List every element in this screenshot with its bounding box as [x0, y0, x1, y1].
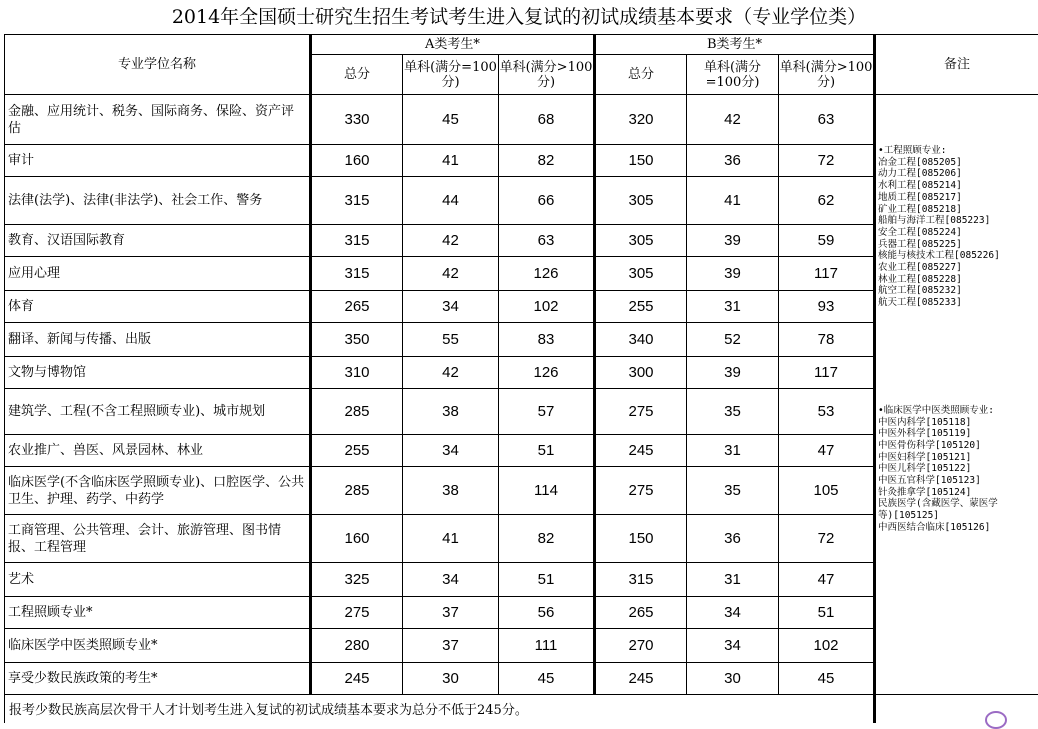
score-b-single-gt100: 102 [779, 629, 875, 663]
score-a-total: 160 [311, 515, 403, 563]
score-a-total: 330 [311, 95, 403, 145]
score-b-single-gt100: 105 [779, 467, 875, 515]
remark-line: 林业工程[085228] [878, 274, 1036, 286]
score-a-single-gt100: 114 [499, 467, 595, 515]
score-b-single100: 34 [687, 597, 779, 629]
score-a-single-gt100: 126 [499, 357, 595, 389]
score-a-single100: 34 [403, 435, 499, 467]
header-b-single100: 单科(满分=100分) [687, 55, 779, 95]
row-name: 农业推广、兽医、风景园林、林业 [5, 435, 311, 467]
remark-line: 动力工程[085206] [878, 168, 1036, 180]
score-b-single100: 35 [687, 389, 779, 435]
header-a-total: 总分 [311, 55, 403, 95]
score-a-single-gt100: 57 [499, 389, 595, 435]
score-a-single-gt100: 56 [499, 597, 595, 629]
remark-line: 水利工程[085214] [878, 180, 1036, 192]
score-b-total: 305 [595, 225, 687, 257]
score-b-total: 320 [595, 95, 687, 145]
score-b-single-gt100: 47 [779, 563, 875, 597]
score-a-single-gt100: 51 [499, 563, 595, 597]
score-b-total: 305 [595, 177, 687, 225]
score-a-single100: 30 [403, 663, 499, 695]
header-a-single100: 单科(满分=100分) [403, 55, 499, 95]
remark-medicine-list [878, 405, 1036, 534]
score-b-single-gt100: 51 [779, 597, 875, 629]
remark-line: •临床医学中医类照顾专业: [878, 405, 1036, 417]
remark-line: 中医外科学[105119] [878, 428, 1036, 440]
remark-line: 民族医学(含藏医学、蒙医学 [878, 498, 1036, 510]
score-b-total: 270 [595, 629, 687, 663]
score-a-single100: 55 [403, 323, 499, 357]
row-name: 文物与博物馆 [5, 357, 311, 389]
score-b-single-gt100: 63 [779, 95, 875, 145]
score-b-single-gt100: 78 [779, 323, 875, 357]
row-name: 教育、汉语国际教育 [5, 225, 311, 257]
score-a-total: 285 [311, 467, 403, 515]
score-b-single100: 35 [687, 467, 779, 515]
score-a-single100: 38 [403, 389, 499, 435]
score-a-single-gt100: 102 [499, 291, 595, 323]
row-name: 工商管理、公共管理、会计、旅游管理、图书情报、工程管理 [5, 515, 311, 563]
score-a-single-gt100: 51 [499, 435, 595, 467]
row-name: 应用心理 [5, 257, 311, 291]
score-a-single100: 41 [403, 145, 499, 177]
remark-engineering-list [878, 145, 1036, 309]
header-group-a: A类考生* [311, 35, 595, 55]
score-b-single100: 39 [687, 357, 779, 389]
score-a-single-gt100: 82 [499, 145, 595, 177]
score-b-total: 255 [595, 291, 687, 323]
remark-line: 冶金工程[085205] [878, 157, 1036, 169]
remark-cell [875, 95, 1038, 695]
row-name: 艺术 [5, 563, 311, 597]
header-b-total: 总分 [595, 55, 687, 95]
score-a-single100: 37 [403, 597, 499, 629]
remark-line: 农业工程[085227] [878, 262, 1036, 274]
remark-line: 中医内科学[105118] [878, 417, 1036, 429]
score-a-single-gt100: 126 [499, 257, 595, 291]
remark-line: 中医妇科学[105121] [878, 452, 1036, 464]
score-a-total: 275 [311, 597, 403, 629]
score-b-single-gt100: 93 [779, 291, 875, 323]
score-a-single-gt100: 82 [499, 515, 595, 563]
score-b-single-gt100: 72 [779, 515, 875, 563]
row-name: 建筑学、工程(不含工程照顾专业)、城市规划 [5, 389, 311, 435]
score-b-single100: 42 [687, 95, 779, 145]
decorative-ring [985, 711, 1007, 729]
score-b-single-gt100: 117 [779, 257, 875, 291]
score-a-total: 315 [311, 177, 403, 225]
remark-line: 航空工程[085232] [878, 285, 1036, 297]
score-table [4, 34, 1038, 723]
score-b-single100: 41 [687, 177, 779, 225]
score-b-single-gt100: 59 [779, 225, 875, 257]
score-b-total: 245 [595, 435, 687, 467]
score-a-single-gt100: 45 [499, 663, 595, 695]
score-b-total: 245 [595, 663, 687, 695]
score-b-single100: 31 [687, 563, 779, 597]
remark-line: 安全工程[085224] [878, 227, 1036, 239]
row-name: 工程照顾专业* [5, 597, 311, 629]
remark-line: 等)[105125] [878, 510, 1036, 522]
score-b-single-gt100: 62 [779, 177, 875, 225]
score-a-total: 245 [311, 663, 403, 695]
score-a-single-gt100: 66 [499, 177, 595, 225]
remark-line: 针灸推拿学[105124] [878, 487, 1036, 499]
score-a-single-gt100: 63 [499, 225, 595, 257]
score-a-single100: 38 [403, 467, 499, 515]
remark-line: 船舶与海洋工程[085223] [878, 215, 1036, 227]
score-b-total: 150 [595, 145, 687, 177]
score-a-single100: 44 [403, 177, 499, 225]
score-a-single-gt100: 83 [499, 323, 595, 357]
score-a-single100: 45 [403, 95, 499, 145]
score-a-single100: 34 [403, 563, 499, 597]
score-b-total: 275 [595, 467, 687, 515]
score-b-single-gt100: 72 [779, 145, 875, 177]
row-name: 翻译、新闻与传播、出版 [5, 323, 311, 357]
score-b-single-gt100: 47 [779, 435, 875, 467]
header-remark: 备注 [875, 35, 1038, 95]
score-a-single100: 42 [403, 225, 499, 257]
score-a-single100: 41 [403, 515, 499, 563]
score-b-total: 305 [595, 257, 687, 291]
score-b-single100: 31 [687, 291, 779, 323]
score-b-single-gt100: 117 [779, 357, 875, 389]
score-b-total: 265 [595, 597, 687, 629]
score-b-total: 340 [595, 323, 687, 357]
remark-line: 矿业工程[085218] [878, 204, 1036, 216]
score-b-single-gt100: 45 [779, 663, 875, 695]
remark-line: 中医骨伤科学[105120] [878, 440, 1036, 452]
remark-line: 地质工程[085217] [878, 192, 1036, 204]
footnote: 报考少数民族高层次骨干人才计划考生进入复试的初试成绩基本要求为总分不低于245分。 [5, 695, 875, 723]
remark-line: 航天工程[085233] [878, 297, 1036, 309]
score-a-single-gt100: 111 [499, 629, 595, 663]
score-b-single100: 36 [687, 145, 779, 177]
row-name: 享受少数民族政策的考生* [5, 663, 311, 695]
score-a-total: 265 [311, 291, 403, 323]
page-title: 2014年全国硕士研究生招生考试考生进入复试的初试成绩基本要求（专业学位类） [0, 0, 1038, 34]
score-b-single100: 52 [687, 323, 779, 357]
score-a-single100: 42 [403, 257, 499, 291]
score-a-total: 280 [311, 629, 403, 663]
score-b-total: 150 [595, 515, 687, 563]
score-a-total: 285 [311, 389, 403, 435]
row-name: 体育 [5, 291, 311, 323]
remark-line: 中医五官科学[105123] [878, 475, 1036, 487]
score-a-single100: 37 [403, 629, 499, 663]
score-b-total: 300 [595, 357, 687, 389]
score-a-total: 160 [311, 145, 403, 177]
row-name: 金融、应用统计、税务、国际商务、保险、资产评估 [5, 95, 311, 145]
header-group-b: B类考生* [595, 35, 875, 55]
score-b-single100: 39 [687, 225, 779, 257]
score-a-total: 310 [311, 357, 403, 389]
score-b-single100: 39 [687, 257, 779, 291]
score-b-single100: 30 [687, 663, 779, 695]
remark-line: 中医儿科学[105122] [878, 463, 1036, 475]
row-name: 临床医学中医类照顾专业* [5, 629, 311, 663]
score-a-total: 315 [311, 225, 403, 257]
score-a-total: 255 [311, 435, 403, 467]
header-a-single-gt100: 单科(满分>100分) [499, 55, 595, 95]
remark-line: •工程照顾专业: [878, 145, 1036, 157]
score-a-total: 315 [311, 257, 403, 291]
remark-line: 中西医结合临床[105126] [878, 522, 1036, 534]
score-b-single100: 36 [687, 515, 779, 563]
table-row [5, 95, 1038, 145]
score-a-single100: 34 [403, 291, 499, 323]
row-name: 临床医学(不含临床医学照顾专业)、口腔医学、公共卫生、护理、药学、中药学 [5, 467, 311, 515]
remark-footer-cell [875, 695, 1038, 723]
score-a-total: 325 [311, 563, 403, 597]
score-b-single100: 34 [687, 629, 779, 663]
header-name: 专业学位名称 [5, 35, 311, 95]
score-a-total: 350 [311, 323, 403, 357]
score-b-total: 275 [595, 389, 687, 435]
score-b-single-gt100: 53 [779, 389, 875, 435]
score-b-total: 315 [595, 563, 687, 597]
remark-line: 核能与核技术工程[085226] [878, 250, 1036, 262]
row-name: 法律(法学)、法律(非法学)、社会工作、警务 [5, 177, 311, 225]
score-b-single100: 31 [687, 435, 779, 467]
remark-line: 兵器工程[085225] [878, 239, 1036, 251]
score-a-single-gt100: 68 [499, 95, 595, 145]
row-name: 审计 [5, 145, 311, 177]
score-a-single100: 42 [403, 357, 499, 389]
header-b-single-gt100: 单科(满分>100分) [779, 55, 875, 95]
